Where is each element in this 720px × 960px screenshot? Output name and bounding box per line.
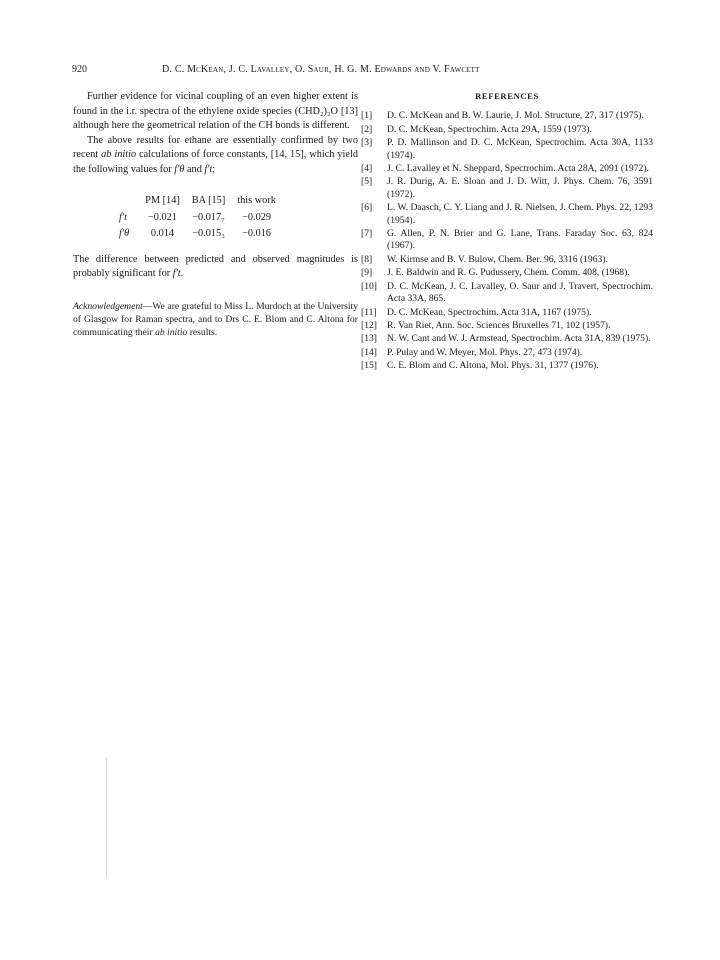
reference-number: [15] [361,360,377,372]
left-column [73,90,358,339]
reference-text: D. C. McKean, Spectrochim. Acta 31A, 1167 (1975). [387,306,592,318]
reference-item [361,202,653,227]
reference-item [361,307,653,319]
reference-number: [2] [361,123,373,135]
reference-text: D. C. McKean and B. W. Laurie, J. Mol. Structure, 27, 317 (1975). [387,110,644,122]
reference-text: D. C. McKean, J. C. Lavalley, O. Saur and J. Travert, Spectrochim. Acta 33A, 865. [387,280,653,305]
reference-item [361,228,653,253]
reference-number: [4] [361,163,373,175]
acknowledgement: Acknowledgement—We are grateful to Miss L. Murdoch at the University of Glasgow for Raman spectra, and to Drs C. E. Blom and C. Altona for communicating their ab initio results. [73,300,358,338]
reference-item [361,137,653,162]
reference-item [361,110,653,122]
reference-item [361,320,653,332]
reference-item [361,281,653,306]
table-header: this work [237,195,276,206]
reference-number: [13] [361,333,377,345]
reference-text: J. C. Lavalley et N. Sheppard, Spectrochim. Acta 28A, 2091 (1972). [387,163,649,175]
reference-number: [14] [361,346,377,358]
reference-number: [7] [361,228,373,240]
reference-text: J. E. Baldwin and R. G. Pudussery, Chem. Comm. 408, (1968). [387,267,630,279]
reference-number: [3] [361,137,373,149]
reference-number: [11] [361,306,377,318]
table-cell: −0.021 [147,211,177,223]
reference-number: [8] [361,253,373,265]
page-number: 920 [72,64,87,75]
reference-item [361,267,653,279]
reference-number: [1] [361,110,373,122]
table-cell: −0.017₇ [192,211,225,223]
running-header [72,64,652,80]
paragraph-ab-initio: The above results for ethane are essentially confirmed by two recent ab initio calculations of force constants, [14, 15], which yield the following values for f′θ and f′t; [73,134,358,175]
scan-mark [106,758,107,878]
reference-text: P. D. Mallinson and D. C. McKean, Spectrochim. Acta 30A, 1133 (1974). [387,137,653,161]
reference-text: W. Kirmse and B. V. Bulow, Chem. Ber. 96, 3316 (1963). [387,253,608,265]
table-cell: −0.015₃ [192,228,225,239]
table-cell: 0.014 [150,228,175,239]
reference-text: D. C. McKean, Spectrochim. Acta 29A, 1559 (1973). [387,123,592,135]
reference-text: N. W. Cant and W. J. Armstead, Spectrochim. Acta 31A, 839 (1975). [387,333,651,345]
reference-number: [5] [361,176,373,188]
paragraph-vicinal-coupling: Further evidence for vicinal coupling of an even higher extent is found in the i.r. spectra of the ethylene oxide species (CHD₂)₂O [13] although here the geometrical relation of the CH bonds is different. [73,91,358,131]
reference-number: [12] [361,319,377,331]
reference-text: L. W. Daasch, C. Y. Liang and J. R. Nielsen, J. Chem. Phys. 22, 1293 (1954). [387,202,653,226]
reference-text: R. Van Riet, Ann. Soc. Sciences Bruxelles 71, 102 (1957). [387,319,611,331]
reference-number: [10] [361,280,377,292]
reference-text: G. Allen, P. N. Brier and G. Lane, Trans. Faraday Soc. 63, 824 (1967). [387,228,653,252]
reference-item [361,163,653,175]
table-cell: −0.029 [242,211,272,223]
reference-text: P. Pulay and W. Meyer, Mol. Phys. 27, 473 (1974). [387,346,583,358]
table-row [113,210,282,227]
table-header: PM [14] [145,195,180,206]
table-row [113,226,282,243]
reference-number: [6] [361,202,373,214]
reference-number: [9] [361,267,373,279]
reference-item [361,360,653,372]
reference-item [361,124,653,136]
paragraph-difference: The difference between predicted and observed magnitudes is probably significant for f′t. [73,253,358,279]
table-cell: −0.016 [242,228,272,239]
reference-item [361,254,653,266]
references-heading: REFERENCES [475,91,539,101]
table-header-row [113,193,282,210]
reference-list [361,110,653,372]
table-row-symbol: f′θ [119,228,130,239]
reference-item [361,347,653,359]
reference-text: C. E. Blom and C. Altona, Mol. Phys. 31, 1377 (1976). [387,360,599,372]
table-row-symbol: f′t [119,211,127,223]
reference-item [361,176,653,201]
acknowledgement-label: Acknowledgement [73,300,143,312]
header-authors: D. C. McKean, J. C. Lavalley, O. Saur, H. G. M. Edwards and V. Fawcett [162,64,480,75]
force-constant-table [113,193,282,243]
references-column [361,90,653,374]
table-header: BA [15] [191,195,226,206]
reference-item [361,333,653,345]
reference-text: J. R. Durig, A. E. Sloan and J. D. Witt, J. Phys. Chem. 76, 3591 (1972). [387,176,653,200]
